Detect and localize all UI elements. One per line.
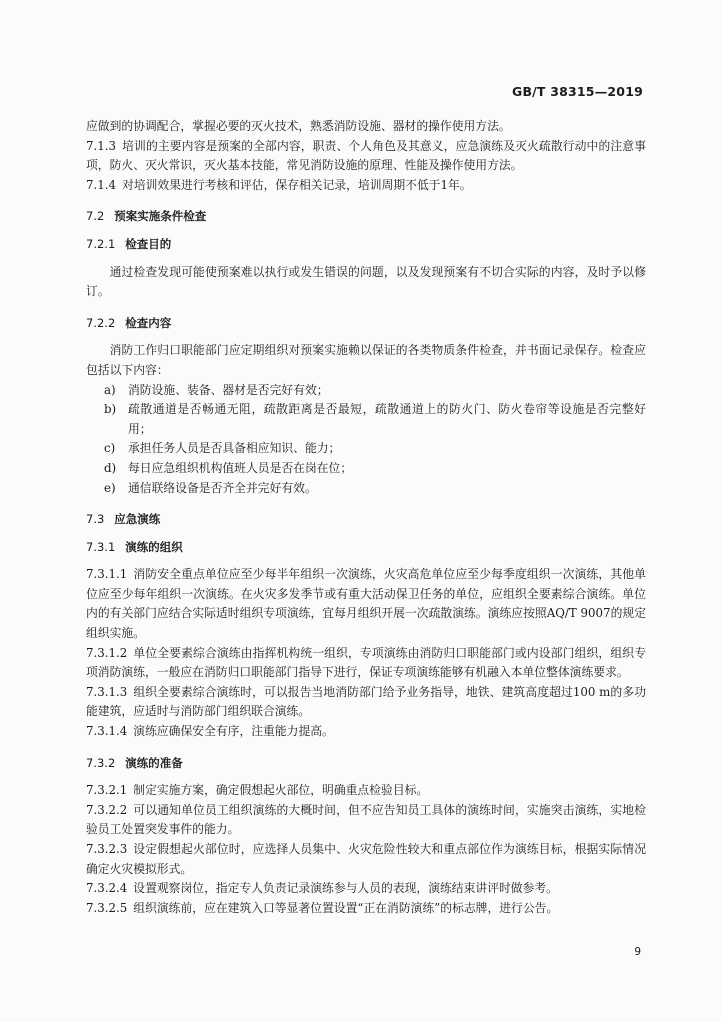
heading-title: 应急演练 [114,512,161,527]
section-heading-7-2 [86,207,646,227]
heading-number: 7.2.2 [86,315,116,330]
page-number: 9 [634,946,641,958]
clause-text: 设置观察岗位，指定专人负责记录演练参与人员的表现，演练结束讲评时做参考。 [133,881,558,896]
clause-number: 7.1.3 [86,138,117,153]
list-text: 通信联络设备是否齐全并完好有效。 [128,480,317,495]
clause-number: 7.3.1.2 [86,645,128,660]
heading-number: 7.3 [86,512,105,527]
clause-text: 设定假想起火部位时，应选择人员集中、火灾危险性较大和重点部位作为演练目标，根据实际情况确定火灾模拟形式。 [86,842,646,876]
clause-number: 7.3.2.2 [86,802,128,817]
heading-number: 7.2 [86,209,105,224]
heading-title: 检查内容 [125,315,172,330]
clause-text: 可以通知单位员工组织演练的大概时间，但不应告知员工具体的演练时间，实施突击演练，实地检验员工处置突发事件的能力。 [86,802,646,837]
list-item [86,479,646,499]
heading-number: 7.3.2 [86,755,116,770]
clause-text: 组织演练前，应在建筑入口等显著位置设置“正在消防演练”的标志牌，进行公告。 [133,900,559,915]
clause-text: 演练应确保安全有序，注重能力提高。 [133,724,334,739]
section-heading-7-3-1 [86,538,646,558]
document-body [86,117,646,918]
clause-number: 7.1.4 [86,177,117,192]
list-marker: d) [104,460,117,475]
heading-number: 7.2.1 [86,236,116,251]
clause-7-3-2-3 [86,840,646,879]
clause-7-3-2-4 [86,879,646,899]
clause-number: 7.3.2.3 [86,842,128,856]
check-list [86,381,646,499]
clause-7-3-1-1 [86,565,646,643]
heading-title: 检查目的 [125,236,172,251]
continued-paragraph: 应做到的协调配合，掌握必要的灭火技术，熟悉消防设施、器材的操作使用方法。 [86,119,511,133]
section-heading-7-2-2 [86,314,646,334]
list-marker: c) [104,441,116,456]
section-heading-7-2-1 [86,235,646,255]
clause-7-3-1-3 [86,683,646,722]
clause-text: 对培训效果进行考核和评估，保存相关记录，培训周期不低于1年。 [122,177,472,192]
clause-text: 培训的主要内容是预案的全部内容，职责、个人角色及其意义，应急演练及灭火疏散行动中的注意事项，防火、灭火常识，灭火基本技能，常见消防设施的原理、性能及操作使用方法。 [86,138,646,173]
clause-7-1-4 [86,176,646,196]
heading-number: 7.3.1 [86,539,116,554]
clause-number: 7.3.2.5 [86,900,128,915]
clause-text: 单位全要素综合演练由指挥机构统一组织，专项演练由消防归口职能部门或内设部门组织，组织专项消防演练，一般应在消防归口职能部门指导下进行，保证专项演练能够有机融入本单位整体演练要求。 [86,645,646,680]
list-item [86,400,646,439]
section-heading-7-3 [86,510,646,530]
clause-number: 7.3.1.4 [86,724,128,739]
heading-title: 演练的准备 [125,755,183,770]
clause-text: 制定实施方案，确定假想起火部位，明确重点检验目标。 [133,783,429,798]
clause-7-3-2-2 [86,801,646,840]
list-text: 承担任务人员是否具备相应知识、能力； [128,441,341,456]
clause-number: 7.3.1.3 [86,684,128,699]
clause-7-3-1-2 [86,644,646,683]
list-item [86,439,646,459]
list-item [86,459,646,479]
list-marker: e) [104,480,116,495]
paragraph-7-2-1: 通过检查发现可能使预案难以执行或发生错误的问题，以及发现预案有不切合实际的内容，及时予以修订。 [86,264,646,299]
list-text: 疏散通道是否畅通无阻，疏散距离是否最短，疏散通道上的防火门、防火卷帘等设施是否完整好用； [128,402,646,436]
clause-number: 7.3.2.4 [86,881,128,896]
list-text: 消防设施、装备、器材是否完好有效； [128,382,329,397]
paragraph-7-2-2: 消防工作归口职能部门应定期组织对预案实施赖以保证的各类物质条件检查，并书面记录保存。检查应包括以下内容： [86,343,646,377]
standard-number: GB/T 38315—2019 [511,84,643,99]
list-text: 每日应急组织机构值班人员是否在岗在位； [128,460,353,475]
heading-title: 预案实施条件检查 [114,209,207,224]
clause-text: 组织全要素综合演练时，可以报告当地消防部门给予业务指导，地铁、建筑高度超过100 m的多功能建筑，应适时与消防部门组织联合演练。 [86,684,646,719]
heading-title: 演练的组织 [125,539,183,554]
clause-7-3-2-1 [86,781,646,801]
list-item [86,381,646,401]
list-marker: a) [104,382,116,397]
clause-7-3-2-5 [86,899,646,919]
section-heading-7-3-2 [86,754,646,774]
clause-text: 消防安全重点单位应至少每半年组织一次演练，火灾高危单位应至少每季度组织一次演练，其他单位应至少每年组织一次演练。在火灾多发季节或有重大活动保卫任务的单位，应组织全要素综合演练。单位内的有关部门应结合实际适时组织专项演练，宜每月组织开展一次疏散演练。演练应按照AQ/T 9007的规定组织实施。 [86,567,646,641]
clause-7-3-1-4 [86,722,646,742]
clause-number: 7.3.1.1 [86,567,128,582]
clause-number: 7.3.2.1 [86,783,128,798]
list-marker: b) [104,402,117,417]
clause-7-1-3 [86,137,646,176]
